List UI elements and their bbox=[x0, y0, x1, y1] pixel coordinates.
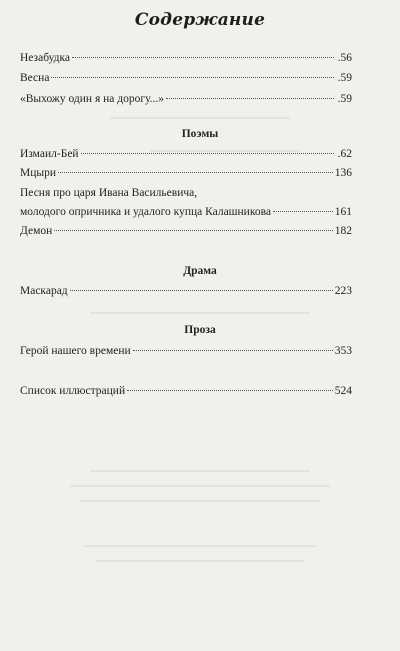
entry-title: Список иллюстраций bbox=[20, 385, 126, 397]
entry-page: .56 bbox=[337, 52, 352, 64]
entry-page: .59 bbox=[337, 72, 352, 84]
entry-title: Измаил-Бей bbox=[20, 148, 79, 160]
toc-entry bbox=[20, 166, 352, 180]
bleed-through bbox=[85, 545, 315, 547]
entry-title: Весна bbox=[20, 72, 50, 84]
leader-dots bbox=[54, 230, 332, 231]
toc-entry bbox=[20, 224, 352, 238]
leader-dots bbox=[51, 77, 334, 78]
bleed-through bbox=[95, 560, 305, 562]
leader-dots bbox=[81, 153, 334, 154]
bleed-through bbox=[80, 500, 320, 502]
entry-title: «Выхожу один я на дорогу...» bbox=[20, 93, 165, 105]
bleed-through bbox=[90, 312, 310, 314]
toc-entry bbox=[20, 92, 352, 106]
section-heading-prose: Проза bbox=[184, 324, 216, 336]
leader-dots bbox=[133, 350, 333, 351]
entry-page: 223 bbox=[334, 285, 352, 297]
entry-page: 161 bbox=[334, 206, 352, 218]
entry-title: Герой нашего времени bbox=[20, 345, 131, 357]
toc-entry bbox=[20, 205, 352, 219]
entry-page: .59 bbox=[337, 93, 352, 105]
page-title: Содержание bbox=[134, 10, 266, 30]
leader-dots bbox=[72, 57, 334, 58]
leader-dots bbox=[127, 390, 333, 391]
entry-page: .62 bbox=[337, 148, 352, 160]
toc-entry bbox=[20, 284, 352, 298]
toc-entry bbox=[20, 344, 352, 358]
leader-dots bbox=[58, 172, 333, 173]
entry-page: 182 bbox=[334, 225, 352, 237]
entry-title-line2: молодого опричника и удалого купца Калашникова bbox=[20, 206, 271, 218]
section-heading-drama: Драма bbox=[183, 265, 217, 277]
entry-title: Демон bbox=[20, 225, 53, 237]
entry-title-line1: Песня про царя Ивана Васильевича, bbox=[20, 187, 198, 199]
toc-entry bbox=[20, 147, 352, 161]
toc-entry bbox=[20, 384, 352, 398]
section-heading-poems: Поэмы bbox=[181, 128, 219, 140]
toc-entry bbox=[20, 71, 352, 85]
bleed-through bbox=[90, 470, 310, 472]
entry-page: 136 bbox=[334, 167, 352, 179]
leader-dots bbox=[70, 290, 333, 291]
entry-page: 524 bbox=[334, 385, 352, 397]
bleed-through bbox=[110, 117, 290, 119]
entry-page: 353 bbox=[334, 345, 352, 357]
toc-entry bbox=[20, 51, 352, 65]
entry-title: Незабудка bbox=[20, 52, 71, 64]
leader-dots bbox=[273, 211, 333, 212]
entry-title: Маскарад bbox=[20, 285, 68, 297]
bleed-through bbox=[70, 485, 330, 487]
leader-dots bbox=[166, 98, 334, 99]
entry-title: Мцыри bbox=[20, 167, 57, 179]
